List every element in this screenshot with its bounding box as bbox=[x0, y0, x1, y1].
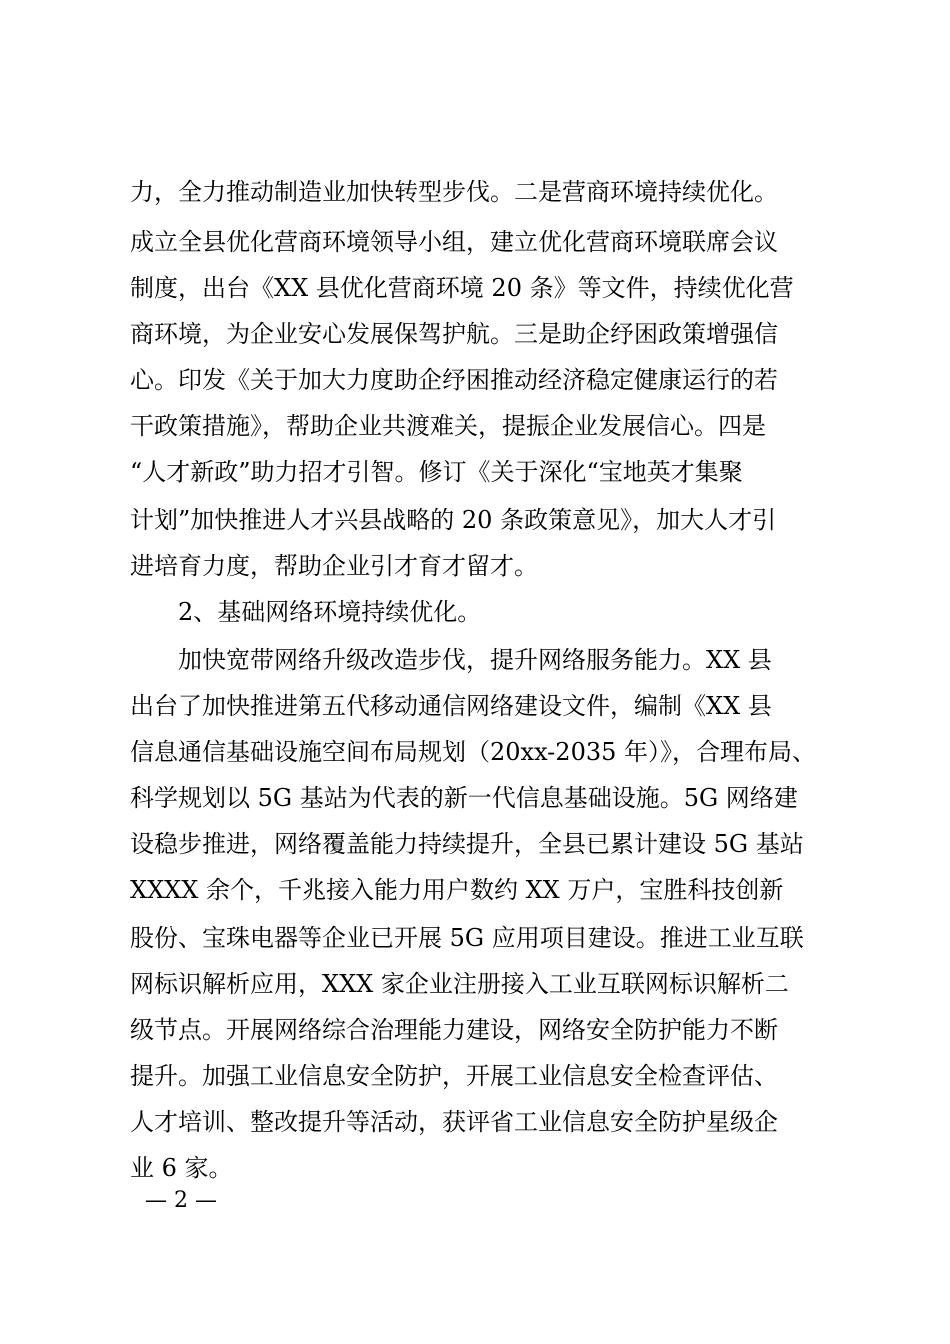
text-line: 业 6 家。 bbox=[130, 1154, 233, 1182]
section-heading: 2、基础网络环境持续优化。 bbox=[178, 598, 482, 626]
text-line: 力，全力推动制造业加快转型步伐。二是营商环境持续优化。 bbox=[130, 178, 778, 206]
text-line: 人才培训、整改提升等活动，获评省工业信息安全防护星级企 bbox=[130, 1108, 778, 1136]
text-line: 出台了加快推进第五代移动通信网络建设文件，编制《XX 县 bbox=[130, 692, 772, 720]
text-line: 进培育力度，帮助企业引才育才留才。 bbox=[130, 552, 538, 580]
page-number: — 2 — bbox=[145, 1188, 217, 1213]
text-line: 计划”加快推进人才兴县战略的 20 条政策意见》，加大人才引 bbox=[130, 506, 777, 534]
text-line: “人才新政”助力招才引智。修订《关于深化“宝地英才集聚 bbox=[130, 458, 743, 486]
text-line: 干政策措施》，帮助企业共渡难关，提振企业发展信心。四是 bbox=[130, 412, 766, 440]
text-line: 股份、宝珠电器等企业已开展 5G 应用项目建设。推进工业互联 bbox=[130, 924, 804, 952]
text-line: 科学规划以 5G 基站为代表的新一代信息基础设施。5G 网络建 bbox=[130, 784, 798, 812]
text-line: 提升。加强工业信息安全防护，开展工业信息安全检查评估、 bbox=[130, 1062, 778, 1090]
text-line: 商环境，为企业安心发展保驾护航。三是助企纾困政策增强信 bbox=[130, 320, 778, 348]
text-line: 信息通信基础设施空间布局规划（20xx-2035 年）》，合理布局、 bbox=[130, 738, 817, 766]
text-line: 加快宽带网络升级改造步伐，提升网络服务能力。XX 县 bbox=[178, 646, 772, 674]
text-line: 制度，出台《XX 县优化营商环境 20 条》等文件，持续优化营 bbox=[130, 274, 794, 302]
text-line: 设稳步推进，网络覆盖能力持续提升，全县已累计建设 5G 基站 bbox=[130, 830, 804, 858]
text-line: 心。印发《关于加大力度助企纾困推动经济稳定健康运行的若 bbox=[130, 366, 778, 394]
text-line: XXXX 余个，千兆接入能力用户数约 XX 万户，宝胜科技创新 bbox=[130, 876, 784, 904]
text-line: 级节点。开展网络综合治理能力建设，网络安全防护能力不断 bbox=[130, 1016, 778, 1044]
text-line: 成立全县优化营商环境领导小组，建立优化营商环境联席会议 bbox=[130, 228, 778, 256]
text-line: 网标识解析应用，XXX 家企业注册接入工业互联网标识解析二 bbox=[130, 970, 789, 998]
